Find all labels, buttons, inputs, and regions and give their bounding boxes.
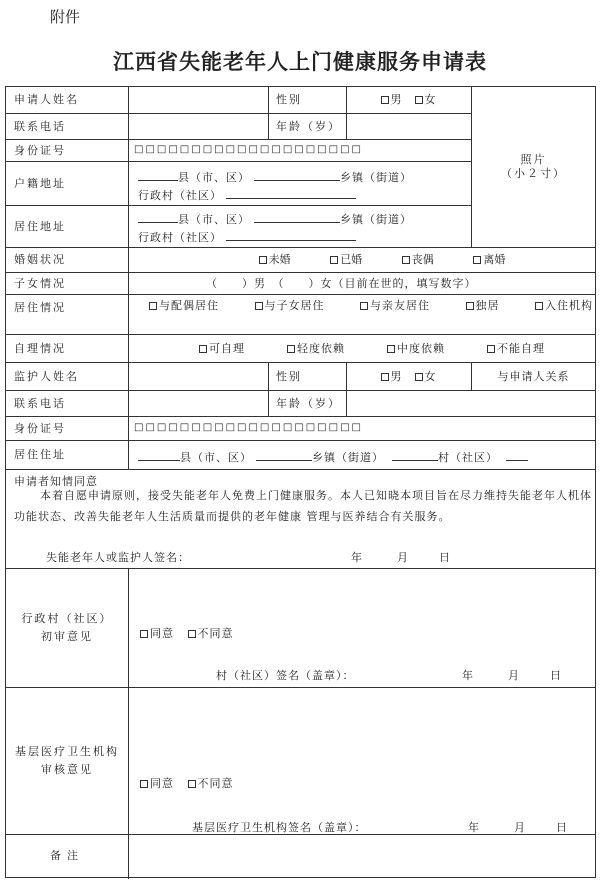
photo-size: （小２寸） [501, 167, 566, 180]
residence-address-line2[interactable]: 行政村（社区） [138, 229, 356, 245]
marital-option-divorced[interactable]: 离婚 [473, 253, 505, 267]
living-options [129, 295, 595, 317]
residence-address-line1[interactable]: 县（市、区） 乡镇（街道） [138, 211, 412, 227]
children-field[interactable]: （ ）男 （ ）女（目前在世的，填写数字） [206, 276, 477, 290]
applicant-name-label: 申请人姓名 [14, 93, 79, 107]
applicant-id-label: 身份证号 [14, 143, 66, 157]
photo-label: 照片 [520, 153, 547, 167]
applicant-age-field[interactable] [347, 114, 471, 139]
living-option-alone[interactable]: 独居 [466, 299, 500, 313]
guardian-phone-field[interactable] [129, 391, 268, 416]
village-agree-checkbox[interactable]: 同意 [140, 627, 174, 640]
consent-date[interactable]: 年 月 日 [351, 551, 451, 564]
village-review-sign-label: 村（社区）签名（盖章）： [216, 669, 355, 682]
medical-agree-checkbox[interactable]: 同意 [140, 777, 174, 790]
consent-title: 申请者知情同意 [14, 475, 98, 488]
marital-option-unmarried[interactable]: 未婚 [259, 253, 291, 267]
applicant-name-field[interactable] [129, 87, 268, 113]
hukou-address-label: 户籍地址 [14, 176, 66, 190]
application-form [5, 86, 596, 878]
attachment-label: 附件 [50, 8, 81, 26]
guardian-id-boxes[interactable]: □□□□□□□□□□□□□□□□□□□□ [134, 422, 363, 434]
guardian-name-label: 监护人姓名 [14, 369, 79, 383]
village-disagree-checkbox[interactable]: 不同意 [188, 627, 234, 640]
guardian-phone-label: 联系电话 [14, 396, 66, 410]
living-situation-label: 居住情况 [14, 301, 66, 314]
marital-status-label: 婚姻状况 [14, 253, 66, 267]
village-review-label: 行政村（社区）初审意见 [21, 612, 113, 643]
self-care-label: 自理情况 [14, 341, 66, 355]
medical-review-date[interactable]: 年 月 日 [468, 821, 568, 834]
guardian-address-line[interactable]: 县（市、区） 乡镇（街道） 村（社区） [138, 449, 528, 465]
hukou-address-line2[interactable]: 行政村（社区） [138, 187, 356, 203]
consent-body: 本着自愿申请原则，接受失能老年人免费上门健康服务。本人已知晓本项目旨在尽力维持失能老年人机体功能状态、改善失能老年人生活质量而提供的老年健康 管理与医养结合有关服务。 [14, 489, 592, 523]
photo-box [472, 87, 595, 247]
self-care-option-independent[interactable]: 可自理 [199, 342, 245, 356]
guardian-gender-options [347, 363, 471, 390]
medical-review-sign-label: 基层医疗卫生机构签名（盖章）： [192, 821, 367, 834]
self-care-option-mild[interactable]: 轻度依赖 [287, 342, 345, 356]
living-option-institution[interactable]: 入住机构 [535, 299, 593, 313]
self-care-options [129, 335, 595, 362]
medical-review-options [140, 775, 234, 791]
hukou-address-line1[interactable]: 县（市、区） 乡镇（街道） [138, 169, 412, 185]
marital-options [129, 248, 595, 272]
village-review-date[interactable]: 年 月 日 [462, 669, 562, 682]
living-option-children[interactable]: 与子女居住 [255, 299, 325, 313]
applicant-id-boxes[interactable]: □□□□□□□□□□□□□□□□□□□□ [134, 144, 363, 156]
living-option-relatives[interactable]: 与亲友居住 [360, 299, 430, 313]
female-checkbox[interactable]: 女 [415, 93, 438, 107]
guardian-id-label: 身份证号 [14, 421, 66, 435]
applicant-gender-options [347, 87, 471, 113]
marital-option-widowed[interactable]: 丧偶 [402, 253, 434, 267]
guardian-age-field[interactable] [347, 391, 595, 416]
marital-option-married[interactable]: 已婚 [330, 253, 362, 267]
applicant-phone-label: 联系电话 [14, 119, 66, 133]
guardian-male-checkbox[interactable]: 男 [381, 370, 404, 384]
village-review-options [140, 625, 234, 641]
applicant-gender-label: 性别 [276, 93, 302, 107]
consent-sign-label: 失能老年人或监护人签名： [46, 551, 190, 564]
applicant-phone-field[interactable] [129, 114, 268, 139]
remarks-label: 备注 [50, 849, 84, 863]
living-option-spouse[interactable]: 与配偶居住 [149, 299, 219, 313]
guardian-age-label: 年龄（岁） [276, 396, 341, 410]
medical-disagree-checkbox[interactable]: 不同意 [188, 777, 234, 790]
male-checkbox[interactable]: 男 [381, 93, 404, 107]
self-care-option-dependent[interactable]: 不能自理 [487, 342, 545, 356]
guardian-name-field[interactable] [129, 363, 268, 390]
residence-address-label: 居住地址 [14, 219, 66, 233]
children-label: 子女情况 [14, 276, 66, 290]
medical-review-label: 基层医疗卫生机构审核意见 [15, 745, 119, 776]
guardian-relation-label: 与申请人关系 [497, 369, 570, 383]
guardian-gender-label: 性别 [276, 369, 302, 383]
form-title: 江西省失能老年人上门健康服务申请表 [113, 49, 487, 74]
applicant-age-label: 年龄（岁） [276, 119, 341, 133]
guardian-female-checkbox[interactable]: 女 [415, 370, 438, 384]
guardian-address-label: 居住住址 [14, 448, 66, 462]
remarks-field[interactable] [129, 835, 595, 877]
self-care-option-moderate[interactable]: 中度依赖 [387, 342, 445, 356]
